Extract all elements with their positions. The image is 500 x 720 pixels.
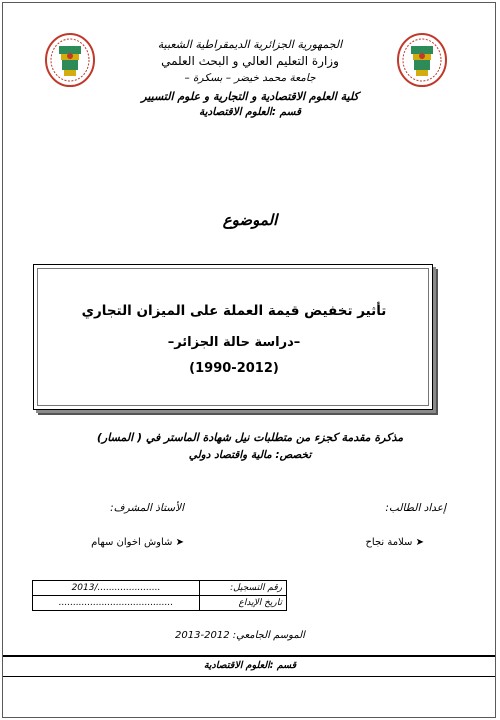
footer-divider (3, 655, 495, 657)
thesis-title-frame (33, 264, 433, 410)
deposit-date-value: ........................................ (33, 596, 200, 611)
department-name: قسم :العلوم الاقتصادية (198, 106, 302, 118)
registration-number-value: 2013/...................... (33, 581, 200, 596)
footer-department: قسم :العلوم الاقتصادية (203, 660, 297, 671)
faculty-name: كلية العلوم الاقتصادية و التجارية و علوم التسيير (141, 90, 359, 103)
student-label: إعداد الطالب: (385, 502, 446, 514)
supervisor-name: ➤ شاوش اخوان سهام (91, 537, 184, 548)
thesis-title: تأثير تخفيض قيمة العملة على الميزان التجاري (81, 303, 387, 319)
footer-rule (3, 676, 495, 677)
ministry-name: وزارة التعليم العالي و البحث العلمي (161, 54, 339, 68)
subject-label: الموضوع (222, 211, 278, 229)
thesis-subtitle: –دراسة حالة الجزائر– (167, 335, 301, 350)
memo-statement: مذكرة مقدمة كجزء من متطلبات نيل شهادة الماستر في ( المسار) (96, 431, 404, 444)
university-name: جامعة محمد خيضر – بسكرة – (184, 72, 316, 84)
table-row (33, 596, 287, 611)
supervisor-label: الأستاذ المشرف: (110, 502, 184, 514)
thesis-period: (1990-2012) (189, 361, 279, 376)
specialty: تخصص: مالية واقتصاد دولي (188, 449, 312, 461)
registration-number-label: رقم التسجيل: (200, 581, 287, 596)
academic-year: الموسم الجامعي: 2012-2013 (175, 630, 305, 641)
student-arrow-icon: ➤ (412, 537, 424, 548)
supervisor-arrow-icon: ➤ (172, 537, 184, 548)
table-row (33, 581, 287, 596)
student-name: ➤ سلامة نجاح (365, 537, 424, 548)
deposit-date-label: تاريخ الإيداع (200, 596, 287, 611)
republic-name: الجمهورية الجزائرية الديمقراطية الشعبية (157, 38, 343, 51)
registration-table (32, 580, 287, 611)
